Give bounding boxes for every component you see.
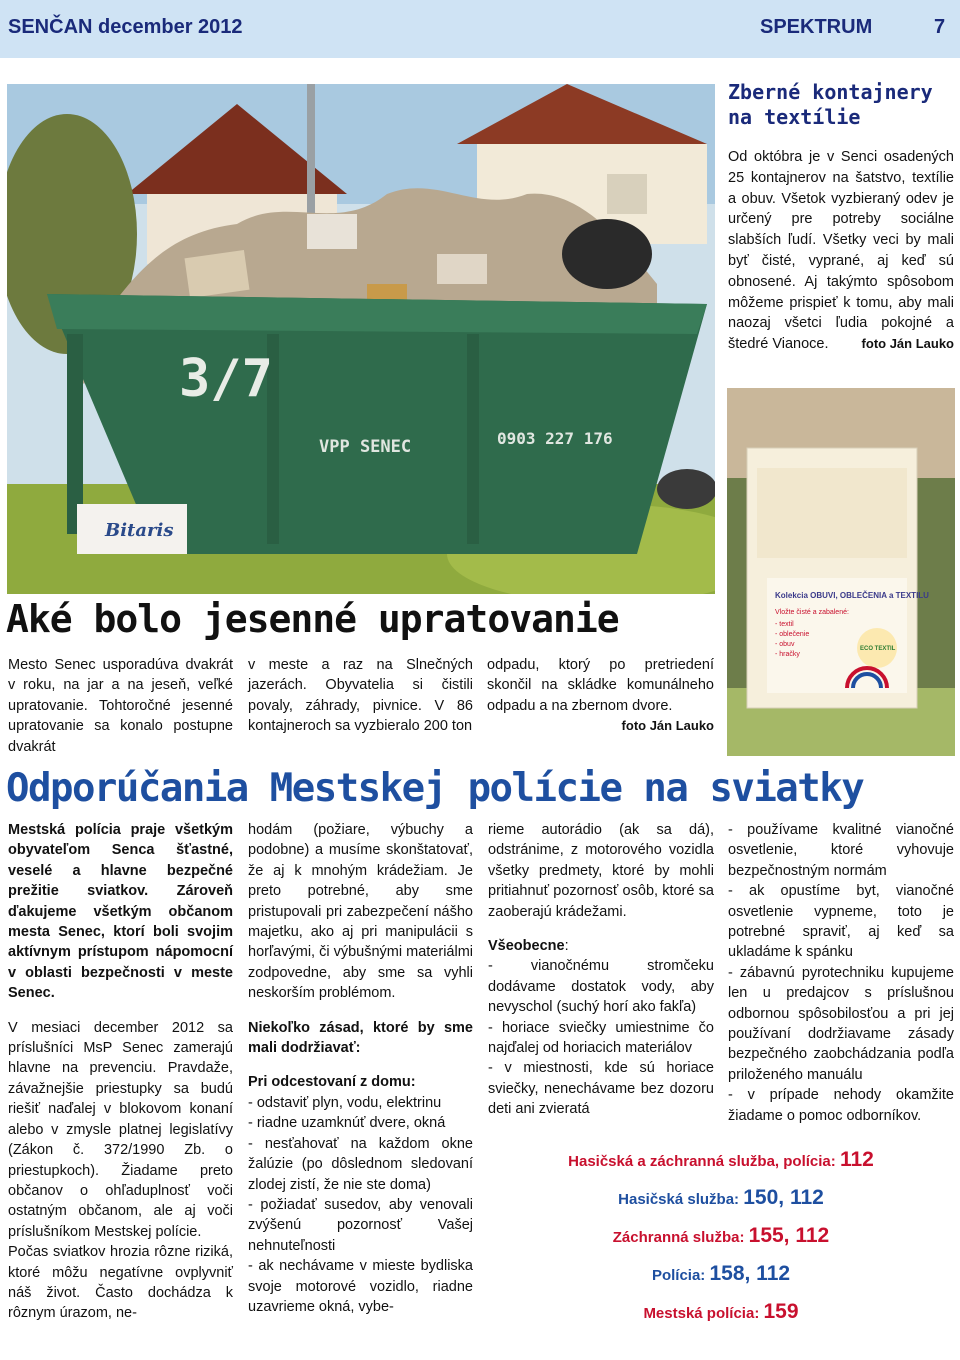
article1-col3-text: odpadu, ktorý po pretriedení skončil na skládke komunálneho odpadu a na zbernom dvore. bbox=[487, 657, 714, 714]
container-item-hracky: - hračky bbox=[775, 651, 800, 658]
article2-lead: Mestská polícia praje všetkým obyvateľom Senca šťastné, veselé a hlavne bezpečné prežitie sviatkov. Zároveň ďakujeme všetkým občanom mesta Senec, ktorí boli svojim aktívnym prístupom nápomocní v oblasti bezpečnosti v meste Senec. bbox=[8, 822, 233, 1002]
list-item: - používame kvalitné vianočné osvetlenie, ktoré vyhovuje bezpečnostným normám bbox=[728, 822, 954, 879]
box-brand: Bitaris bbox=[105, 520, 174, 541]
emergency-row bbox=[490, 1186, 952, 1210]
article1-col1: Mesto Senec usporadúva dvakrát v roku, na jar a na jeseň, veľké upratovanie. Tohtoročné jesenné upratovanie sa konalo postupne dvakrát bbox=[8, 657, 233, 755]
article2-col3-text: rieme autorádio (ak sa dá), odstránime, z motorového vozidla všetky predmety, ktoré by mohli pritiahnuť pozornosť osôb, ktoré sa zaoberajú krádežami. bbox=[488, 822, 714, 920]
emergency-row bbox=[490, 1224, 952, 1248]
list-item: - ak opustíme byt, vianočné osvetlenie vypneme, toto je potrebné spraviť, aj keď sa ukladáme k spánku bbox=[728, 883, 954, 961]
container-instruction: Vložte čisté a zabalené: bbox=[775, 609, 849, 616]
sidebar-article-text: Od októbra je v Senci osadených 25 kontajnerov na šatstvo, textílie a obuv. Všetok vyzbieraný odev je určený pre potreby sociálne slabších ľudí. Všetky veci by mali byť čisté, vyprané, aj keď sú obnosené. Aj takýmto spôsobom môžeme prispieť k tomu, aby mali naozaj všetci ľudia pokojné a štedré Vianoce. bbox=[728, 149, 954, 353]
article2-col3: rieme autorádio (ak sa dá), odstránime, z motorového vozidla všetky predmety, ktoré by mohli pritiahnuť pozornosť osôb, ktoré sa zaoberajú krádežami. Všeobecne: - vianočnému stromčeku dodávame dostatok vody, aby nevyschol (suchý horí ako fakľa) - horiace sviečky umiestnime čo najďalej od horiacich materiálov - v miestnosti, kde sú horiace sviečky, nenechávame bez dozoru deti ani zvieratá bbox=[488, 820, 714, 1120]
dumpster-owner-label: VPP SENEC bbox=[319, 437, 412, 457]
emergency-label: Hasičská a záchranná služba, polícia: bbox=[568, 1153, 836, 1170]
list-item: - požiadať susedov, aby venovali zvýšenú pozornosť Vašej nehnuteľnosti bbox=[248, 1196, 473, 1254]
article1-col3 bbox=[487, 655, 714, 737]
list-item: - riadne uzamknúť dvere, okná bbox=[248, 1115, 446, 1132]
emergency-numbers bbox=[490, 1148, 952, 1338]
dumpster-phone: 0903 227 176 bbox=[497, 429, 613, 448]
page-number: 7 bbox=[934, 16, 946, 38]
dumpster-number: 3/7 bbox=[179, 349, 273, 409]
container-item-textil: - textil bbox=[775, 621, 794, 628]
emergency-number: 112 bbox=[839, 1148, 874, 1171]
article2-rules-heading: Niekoľko zásad, ktoré by sme mali dodržiavať: bbox=[248, 1019, 473, 1057]
emergency-row bbox=[490, 1262, 952, 1286]
article1-photo-credit: foto Ján Lauko bbox=[621, 718, 714, 734]
list-item: - horiace sviečky umiestnime čo najďalej od horiacich materiálov bbox=[488, 1019, 714, 1057]
article2-paragraph1: V mesiaci december 2012 sa príslušníci MsP Senec zamerajú hlavne na prevenciu. Pravdaže, závažnejšie priestupky sa budú riešiť naďalej v blokovom konaní alebo v zmysle platnej legislatívy (Zákon č. 372/1990 Zb. o priestupkoch). Žiadame preto občanov o ohľaduplnosť voči ostatným občanom, ale aj voči príslušníkom Mestskej polície. bbox=[8, 1019, 233, 1240]
emergency-label: Polícia: bbox=[651, 1267, 706, 1284]
list-item: - vianočnému stromčeku dodávame dostatok vody, aby nevyschol (suchý horí ako fakľa) bbox=[488, 958, 714, 1016]
emergency-number: 150, 112 bbox=[743, 1186, 824, 1209]
article2-col2-text: hodám (požiare, výbuchy a podobne) a musíme skonštatovať, že aj k mnohým krádežiam. Je preto potrebné, aby sme pristupovali pri zabezpečení nášho majetku, ako aj pri manipulácii s horľavými, či výbušnými materiálmi zodpovedne, aby sme sa vyhli neskorším problémom. bbox=[248, 822, 473, 1002]
list-item: - v miestnosti, kde sú horiace sviečky, nenechávame bez dozoru deti ani zvieratá bbox=[488, 1060, 714, 1118]
article2-paragraph2: Počas sviatkov hrozia rôzne riziká, ktoré môžu negatívne ovplyvniť náš život. Často dochádza k rôznym úrazom, ne- bbox=[8, 1244, 233, 1322]
emergency-row bbox=[490, 1300, 952, 1324]
dumpster-photo bbox=[7, 84, 715, 594]
sidebar-article-title: Zberné kontajnery na textílie bbox=[728, 80, 933, 129]
newspaper-issue: SENČAN december 2012 bbox=[8, 16, 243, 38]
article2-travel-heading: Pri odcestovaní z domu: bbox=[248, 1074, 416, 1091]
emergency-number: 159 bbox=[763, 1300, 799, 1323]
article2-headline: Odporúčania Mestskej polície na sviatky bbox=[6, 766, 864, 811]
list-item: - v prípade nehody okamžite žiadame o pomoc odborníkov. bbox=[728, 1087, 954, 1124]
list-item: - ak nechávame v mieste bydliska svoje motorové vozidlo, riadne uzavrieme okná, vybe- bbox=[248, 1258, 473, 1315]
sidebar-photo-credit: foto Ján Lauko bbox=[861, 336, 954, 352]
emergency-label: Hasičská služba: bbox=[618, 1191, 740, 1208]
list-item: - odstaviť plyn, vodu, elektrinu bbox=[248, 1094, 442, 1111]
section-name: SPEKTRUM bbox=[760, 16, 873, 38]
article1-headline: Aké bolo jesenné upratovanie bbox=[6, 597, 619, 641]
container-item-oblecenie: - oblečenie bbox=[775, 631, 810, 638]
article2-col4 bbox=[728, 820, 954, 1126]
emergency-label: Záchranná služba: bbox=[612, 1229, 745, 1246]
list-item: - nesťahovať na každom okne žalúzie (po dôslednom sledovaní zlodej zistí, že nie ste doma) bbox=[248, 1135, 473, 1193]
list-item: - zábavnú pyrotechniku kupujeme len u predajcov s príslušnou odbornou spôsobilosťou a pri jej používaní dodržiavame zásady bezpečného zaobchádzania podľa priloženého manuálu bbox=[728, 964, 954, 1083]
container-item-obuv: - obuv bbox=[775, 641, 795, 648]
emergency-number: 155, 112 bbox=[748, 1224, 830, 1247]
article2-general-heading: Všeobecne bbox=[488, 938, 565, 955]
article2-col2 bbox=[248, 820, 473, 1317]
eco-textil-label: ECO TEXTIL bbox=[860, 646, 896, 652]
sidebar-article-body bbox=[728, 147, 954, 355]
emergency-label: Mestská polícia: bbox=[643, 1305, 760, 1322]
article1-col2: v meste a raz na Slnečných jazerách. Obyvatelia si čistili povaly, záhrady, pivnice. V 86 kontajneroch sa vyzbieralo 200 ton bbox=[248, 657, 473, 735]
emergency-row bbox=[490, 1148, 952, 1172]
container-heading: Kolekcia OBUVI, OBLEČENIA a TEXTILU bbox=[775, 591, 929, 600]
emergency-number: 158, 112 bbox=[709, 1262, 791, 1285]
textile-container-photo bbox=[727, 388, 955, 756]
article2-col1 bbox=[8, 820, 233, 1324]
